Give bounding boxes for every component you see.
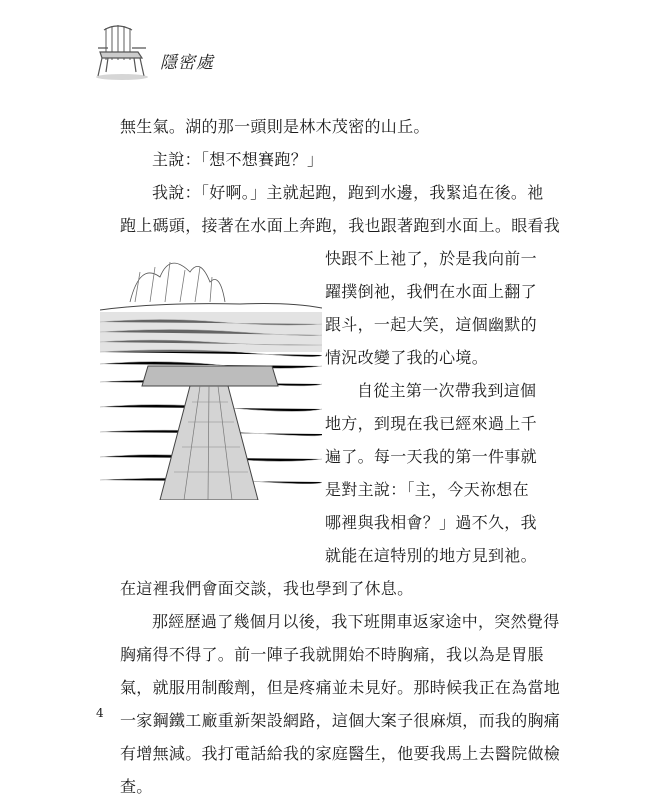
text-line: 那經歷過了幾個月以後，我下班開車返家途中，突然覺得 — [152, 612, 560, 631]
page-number: 4 — [96, 706, 104, 720]
text-line: 有增無減。我打電話給我的家庭醫生，他要我馬上去醫院做檢 — [120, 744, 561, 763]
text-line: 是對主說：「主，今天祢想在 — [325, 480, 529, 499]
text-line: 跑上碼頭，接著在水面上奔跑，我也跟著跑到水面上。眼看我 — [120, 216, 561, 235]
text-line: 查。 — [120, 777, 153, 796]
text-line: 躍撲倒祂，我們在水面上翻了 — [325, 282, 537, 301]
text-line: 我說：「好啊。」主就起跑，跑到水邊，我緊追在後。祂 — [152, 183, 544, 202]
text-line: 地方，到現在我已經來過上千 — [325, 414, 537, 433]
text-line: 自從主第一次帶我到這個 — [357, 381, 537, 400]
lawn-chair-icon — [92, 22, 156, 82]
lake-dock-sketch — [100, 232, 322, 500]
text-line: 跟斗，一起大笑，這個幽默的 — [325, 315, 537, 334]
text-line: 主說：「想不想賽跑？」 — [152, 150, 324, 169]
chapter-title: 隱密處 — [160, 53, 214, 73]
text-line: 遍了。每一天我的第一件事就 — [325, 447, 537, 466]
text-line: 無生氣。湖的那一頭則是林木茂密的山丘。 — [120, 117, 430, 136]
text-line: 一家鋼鐵工廠重新架設網路，這個大案子很麻煩，而我的胸痛 — [120, 711, 561, 730]
text-line: 氣，就服用制酸劑，但是疼痛並未見好。那時候我正在為當地 — [120, 678, 561, 697]
text-line: 情況改變了我的心境。 — [325, 348, 489, 367]
text-line: 就能在這特別的地方見到祂。 — [325, 546, 537, 565]
text-line: 快跟不上祂了，於是我向前一 — [325, 249, 537, 268]
chapter-header — [92, 22, 252, 82]
text-line: 胸痛得不得了。前一陣子我就開始不時胸痛，我以為是胃脹 — [120, 645, 544, 664]
text-line: 哪裡與我相會？」過不久，我 — [325, 513, 537, 532]
text-line: 在這裡我們會面交談，我也學到了休息。 — [120, 579, 414, 598]
